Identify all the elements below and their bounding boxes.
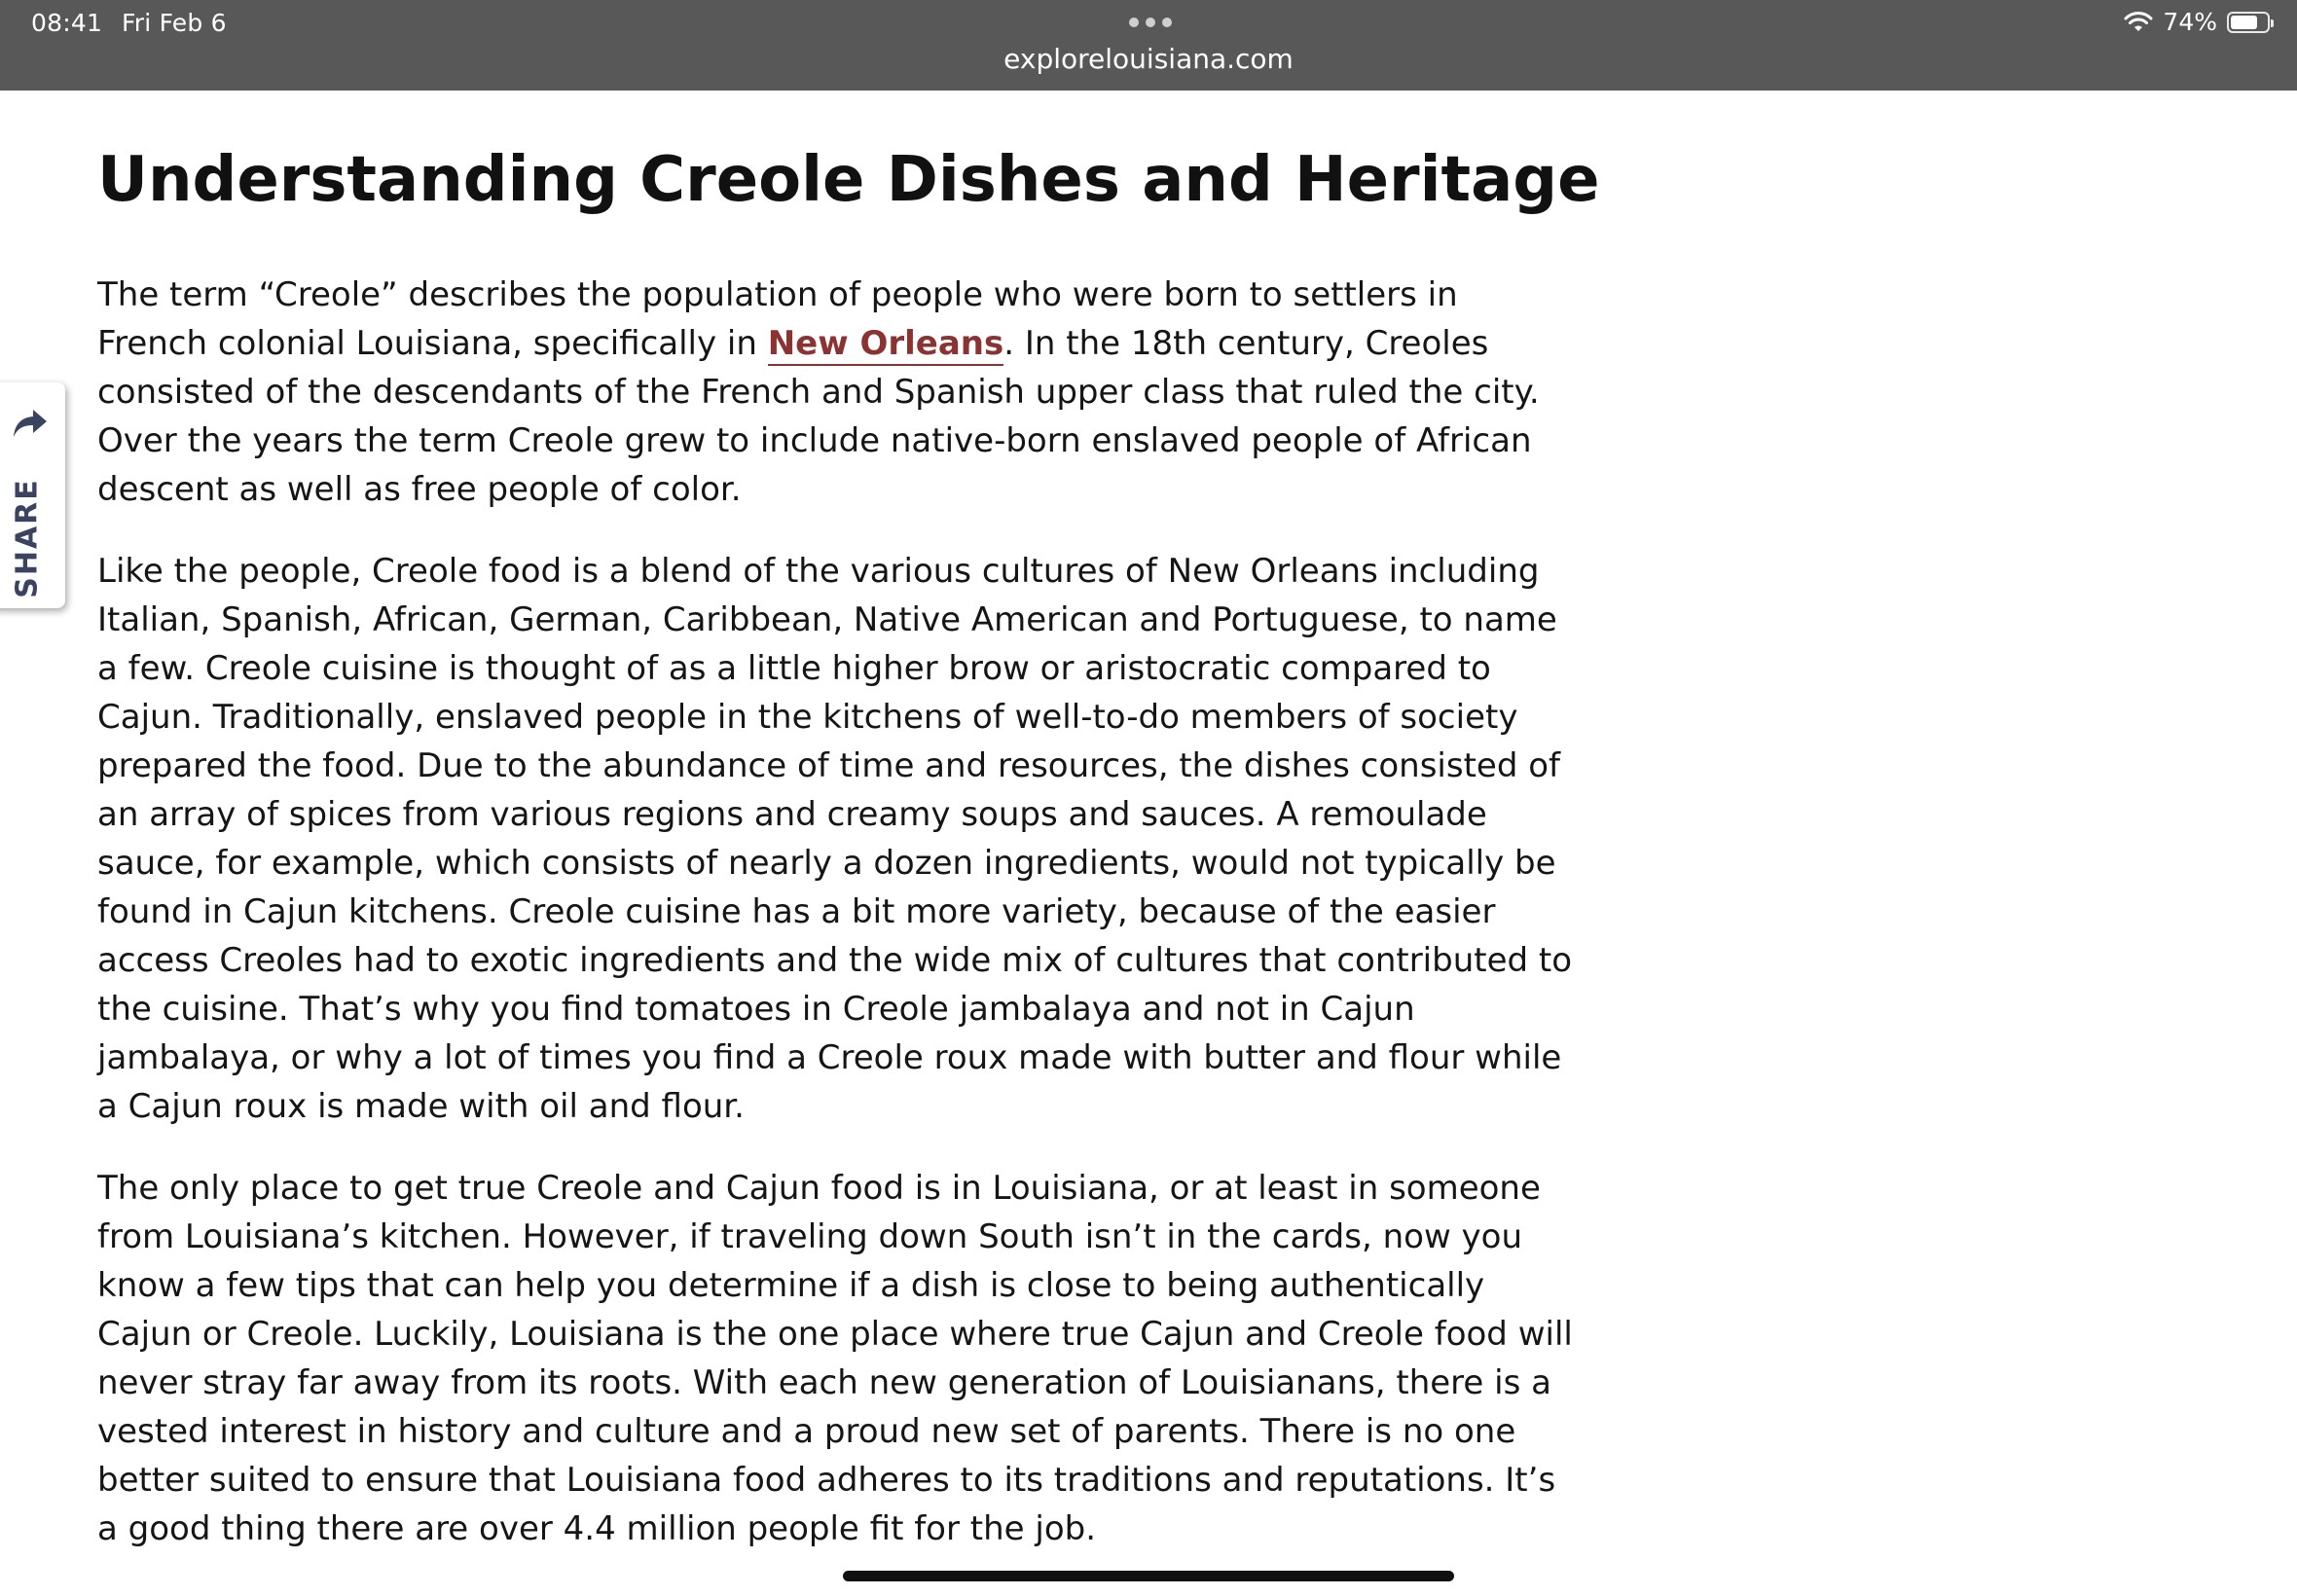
article-body (97, 136, 1600, 1586)
share-label: SHARE (10, 478, 45, 598)
status-date: Fri Feb 6 (122, 9, 227, 37)
paragraph-1-text-after: . In the 18th century, Creoles consisted of the descendants of the French and Spanish upper class that ruled the city. Over the years the term Creole grew to include native-born enslaved people of African descent as well as free people of color. (97, 324, 1540, 509)
article-title: Understanding Creole Dishes and Heritage (97, 144, 1600, 216)
battery-fill (2231, 16, 2257, 29)
status-and-address-bar (0, 0, 2297, 91)
wifi-icon (2124, 11, 2153, 34)
home-indicator[interactable] (843, 1571, 1454, 1581)
article-paragraph-3: The only place to get true Creole and Cajun food is in Louisiana, or at least in someone from Louisiana’s kitchen. However, if traveling down South isn’t in the cards, now you know a few tips that can help you determine if a dish is close to being authentically Cajun or Creole. Luckily, Louisiana is the one place where true Cajun and Creole food will never stray far away from its roots. With each new generation of Louisianans, there is a vested interest in history and culture and a proud new set of parents. There is no one better suited to ensure that Louisiana food adheres to its traditions and reputations. It’s a good thing there are over 4.4 million people fit for the job. (97, 1169, 1573, 1548)
new-orleans-link[interactable]: New Orleans (768, 324, 1004, 366)
status-indicators (2124, 8, 2270, 36)
battery-icon (2227, 12, 2270, 33)
battery-percent: 74% (2163, 8, 2217, 36)
share-arrow-icon (10, 408, 49, 441)
status-time: 08:41 (31, 9, 103, 37)
url-text: explorelouisiana.com (1003, 43, 1294, 75)
status-clock (31, 9, 227, 37)
more-dots-icon[interactable] (1129, 18, 1172, 27)
share-tab[interactable] (0, 382, 65, 608)
address-bar[interactable] (0, 43, 2297, 75)
article-paragraph-2: Like the people, Creole food is a blend of the various cultures of New Orleans including Italian, Spanish, African, German, Caribbean, Native American and Portuguese, to name a few. Creole cuisine is thought of as a little higher brow or aristocratic compared to Cajun. Traditionally, enslaved people in the kitchens of well-to-do members of society prepared the food. Due to the abundance of time and resources, the dishes consisted of an array of spices from various regions and creamy soups and sauces. A remoulade sauce, for example, which consists of nearly a dozen ingredients, would not typically be found in Cajun kitchens. Creole cuisine has a bit more variety, because of the easier access Creoles had to exotic ingredients and the wide mix of cultures that contributed to the cuisine. That’s why you find tomatoes in Creole jambalaya and not in Cajun jambalaya, or why a lot of times you find a Creole roux made with butter and flour while a Cajun roux is made with oil and flour. (97, 552, 1573, 1126)
article-paragraph-1 (97, 271, 1577, 514)
paragraph-1-text-before: The term “Creole” describes the population of people who were born to settlers in French colonial Louisiana, specifically in (97, 275, 1458, 363)
